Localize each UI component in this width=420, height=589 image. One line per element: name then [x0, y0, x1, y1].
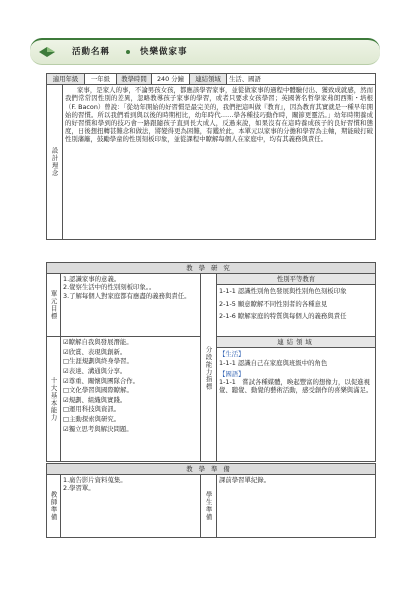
list-item: 2.學習單。	[63, 484, 95, 493]
list-item: 3.了解每個人對家庭都有應盡的義務與責任。	[63, 291, 191, 300]
gender-item: 2-1-5 願意瞭解不同性別者的各種意見	[219, 299, 328, 308]
lang-text: 1-1-1 嘗試各種媒體，喚起豐富的想像力，以促進視覺、聽覺、動覺的藝術活動，感受創作的喜樂與滿足。	[219, 378, 373, 395]
activity-title: 快樂做家事	[140, 47, 188, 57]
time-value: 240 分鐘	[152, 74, 190, 85]
checklist-item: ☑欣賞、表現與創新。	[63, 347, 127, 356]
list-item: 1.認識家事的意義。	[63, 275, 121, 284]
checklist-item: □生涯規劃與終身學習。	[63, 357, 133, 366]
gender-title: 性別平等教育	[217, 274, 375, 285]
research-title: 教學研究	[47, 263, 376, 274]
teacher-prep-list	[61, 475, 201, 538]
grade-label: 適用年級	[47, 74, 85, 85]
teacher-prep-label: 教師準備	[47, 475, 61, 538]
prep-title: 教學準備	[47, 464, 376, 475]
list-item: 2.覺察生活中的性別刻板印象。。	[63, 283, 156, 292]
info-table	[46, 73, 376, 240]
gender-item: 2-1-6 瞭解家庭的特質與每個人的義務與責任	[219, 311, 347, 320]
lang-tag: 【國語】	[219, 369, 245, 378]
unit-goals-label: 單元目標	[47, 274, 61, 337]
design-label: 設計理念	[47, 85, 63, 240]
domain-label: 連結領域	[190, 74, 227, 85]
time-label: 教學時間	[117, 74, 152, 85]
separator-dot	[126, 50, 130, 54]
ability-label: 十大基本能力	[47, 337, 61, 462]
checklist-item: ☑瞭解自我與發展潛能。	[63, 338, 133, 347]
checklist-item: ☑尊重、關懷與團隊合作。	[63, 376, 140, 385]
checklist-item: ☑規劃、組織與實踐。	[63, 395, 127, 404]
grade-value: 一年級	[85, 74, 117, 85]
life-tag: 【生活】	[219, 350, 245, 359]
gender-item: 1-1-1 認識性別角色發展與性別角色刻板印象	[219, 287, 347, 296]
activity-name-label: 活動名稱	[72, 47, 111, 57]
link-title: 連結領域	[217, 337, 375, 348]
research-table	[46, 262, 376, 462]
link-cell	[217, 337, 376, 462]
prep-table	[46, 463, 376, 538]
checklist-item: ☑獨立思考與解決問題。	[63, 424, 133, 433]
gender-cell	[217, 274, 376, 337]
list-item: 1.廣告影片資料蒐集。	[63, 476, 127, 485]
page-fold-icon	[38, 45, 56, 59]
ability-list	[61, 337, 201, 462]
checklist-item: □運用科技與資訊。	[63, 405, 121, 414]
design-text: 家事，是家人的事，不論男孩女孩，都應該學習家事，並從做家事的過程中體驗付出、獲致成就感，然而我們常常因性別的差異，忽略教導孩子家事的學習，或者只要求女孩學習；英國著名哲學家弗朗西斯・培根（F. Bacon）曾說：「從幼年開始的好習慣是最完美的，我們把這叫做『教育』，因為教育其實就是一種早年開始的習慣。所以我們看到與以後的時期相比，幼年時代……學各種技巧動作時，關節更靈活。」幼年時期養成的好習慣和學到的技巧會一路跟隨孩子直到長大成人，反過來說，如果沒有在這時養成孩子的良好習慣和態度，日後想扭轉甚難念和做法，將變得更為困難，有鑑於此，本單元以家事的分擔和學習為主軸，期能破打破性別藩籬，鼓勵學童的性別刻板印象，並從課程中瞭解每個人在家庭中，均有其義務與責任。	[63, 85, 376, 240]
sub-ability-label: 分段能力指標	[201, 274, 217, 462]
unit-goals-list	[61, 274, 201, 337]
student-prep-text: 課前學習單紀錄。	[217, 475, 376, 538]
student-prep-label: 學生準備	[201, 475, 217, 538]
domain-value: 生活、國語	[227, 74, 376, 85]
activity-header	[30, 38, 380, 65]
checklist-item: □主動探索與研究。	[63, 414, 121, 423]
checklist-item: ☑表達、溝通與分享。	[63, 366, 127, 375]
life-text: 1-1-1 認識自己在家庭與班級中的角色	[219, 358, 328, 367]
checklist-item: □文化學習與國際瞭解。	[63, 386, 133, 395]
